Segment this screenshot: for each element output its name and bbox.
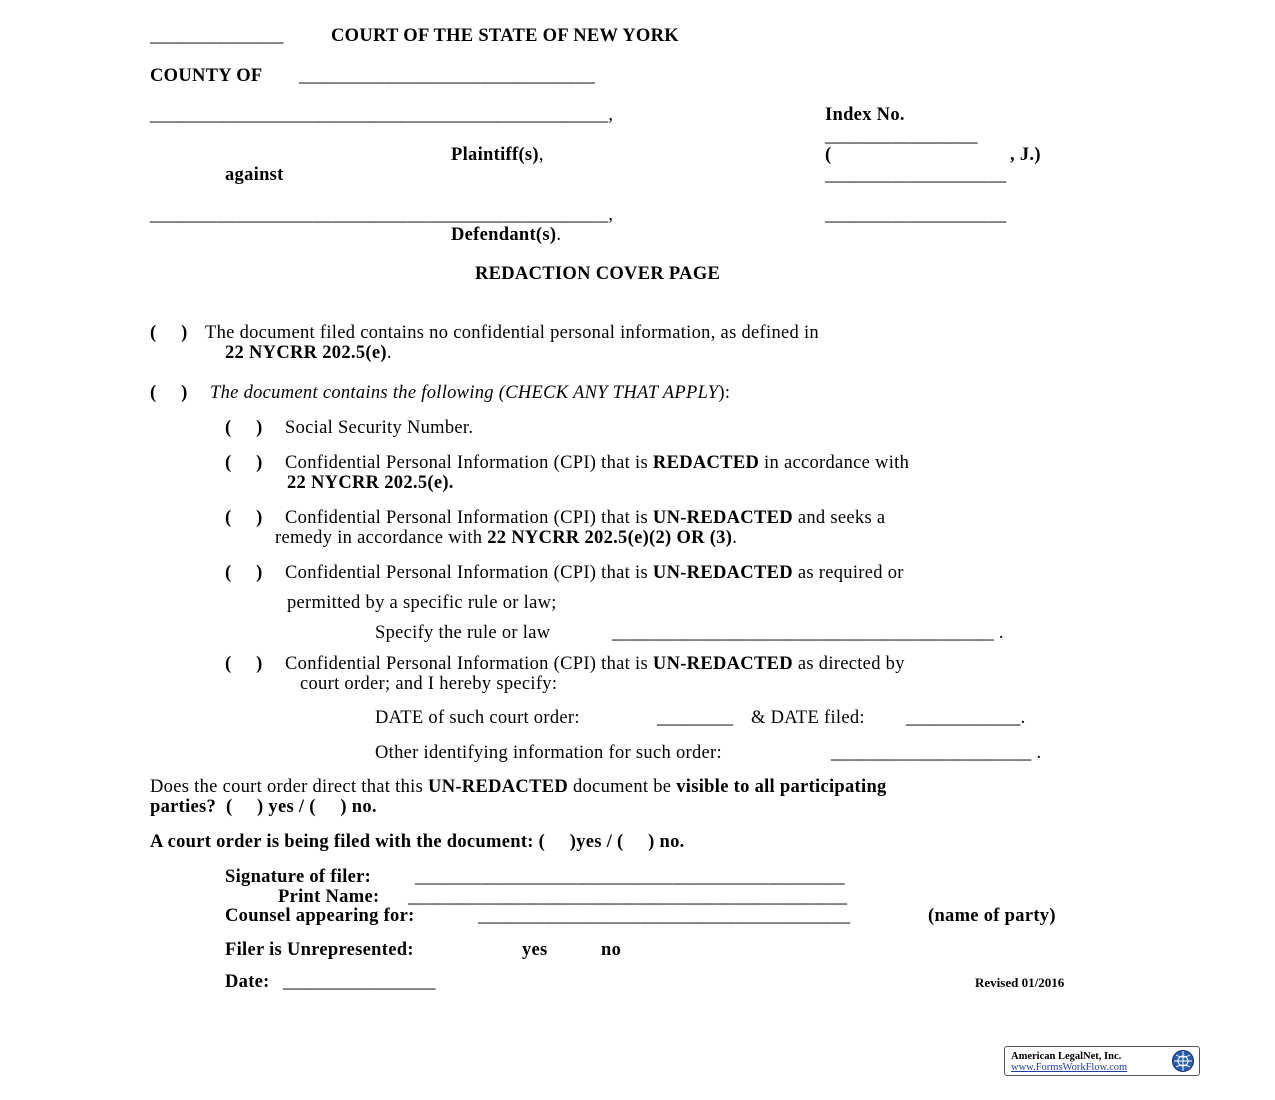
vendor-company: American LegalNet, Inc. bbox=[1011, 1051, 1122, 1062]
unredacted-order-checkbox[interactable]: ( ) bbox=[225, 654, 263, 674]
county-blank[interactable]: _______________________________ bbox=[299, 66, 596, 86]
date-filed-label: & DATE filed: bbox=[751, 708, 865, 728]
counsel-label: Counsel appearing for: bbox=[225, 906, 420, 926]
print-name-blank[interactable]: ______________________________________________ bbox=[408, 887, 848, 907]
signature-label: Signature of filer: bbox=[225, 867, 372, 887]
ssn-checkbox[interactable]: ( ) bbox=[225, 418, 263, 438]
court-name-blank[interactable]: ______________ bbox=[150, 26, 284, 46]
signature-blank[interactable]: _____________________________________________ bbox=[415, 867, 845, 887]
court-order-date-blank[interactable]: ________ bbox=[657, 708, 734, 728]
other-info-blank[interactable]: _____________________ . bbox=[831, 743, 1042, 763]
unredacted-rule-checkbox[interactable]: ( ) bbox=[225, 563, 263, 583]
date-filed-blank[interactable]: ____________. bbox=[906, 708, 1026, 728]
justice-suffix: , J.) bbox=[1010, 145, 1041, 165]
unrepresented-label: Filer is Unrepresented: bbox=[225, 940, 414, 960]
county-label: COUNTY OF bbox=[150, 66, 263, 86]
unredacted-remedy-checkbox[interactable]: ( ) bbox=[225, 508, 263, 528]
index-number-blank[interactable]: ________________ bbox=[825, 126, 978, 146]
court-order-filed-question[interactable]: A court order is being filed with the document: ( )yes / ( ) no. bbox=[150, 832, 685, 852]
redacted-checkbox[interactable]: ( ) bbox=[225, 453, 263, 473]
no-cpi-text: The document filed contains no confidential personal information, as defined in bbox=[205, 323, 819, 343]
visibility-yes-no[interactable]: parties? ( ) yes / ( ) no. bbox=[150, 797, 377, 817]
print-name-label: Print Name: bbox=[278, 887, 380, 907]
contains-text: The document contains the following (CHECK ANY THAT APPLY): bbox=[210, 383, 731, 403]
date-label: Date: bbox=[225, 972, 270, 992]
unredacted-order-text: Confidential Personal Information (CPI) that is UN-REDACTED as directed by bbox=[285, 654, 905, 674]
defendant-name-line[interactable]: ________________________________________________, bbox=[150, 205, 614, 225]
counsel-suffix: (name of party) bbox=[928, 906, 1056, 926]
unredacted-order-line2: court order; and I hereby specify: bbox=[300, 674, 558, 694]
justice-open-paren: ( bbox=[825, 145, 832, 165]
caption-blank-line-2[interactable]: ___________________ bbox=[825, 165, 1007, 185]
plaintiff-label: Plaintiff(s), bbox=[451, 145, 544, 165]
unredacted-rule-text: Confidential Personal Information (CPI) that is UN-REDACTED as required or bbox=[285, 563, 904, 583]
counsel-blank[interactable]: _______________________________________ bbox=[478, 906, 851, 926]
unredacted-remedy-citation: remedy in accordance with 22 NYCRR 202.5(e)(2) OR (3). bbox=[275, 528, 738, 548]
index-number-label: Index No. bbox=[825, 105, 905, 125]
vendor-link[interactable]: www.FormsWorkFlow.com bbox=[1011, 1062, 1128, 1073]
other-info-label: Other identifying information for such order: bbox=[375, 743, 722, 763]
contains-checkbox[interactable]: ( ) bbox=[150, 383, 188, 403]
court-title: COURT OF THE STATE OF NEW YORK bbox=[331, 26, 679, 46]
plaintiff-name-line[interactable]: ________________________________________________, bbox=[150, 105, 614, 125]
unredacted-remedy-text: Confidential Personal Information (CPI) that is UN-REDACTED and seeks a bbox=[285, 508, 886, 528]
unrepresented-yes[interactable]: yes bbox=[522, 940, 548, 960]
date-blank[interactable]: ________________ bbox=[283, 972, 436, 992]
redacted-text: Confidential Personal Information (CPI) that is REDACTED in accordance with bbox=[285, 453, 910, 473]
caption-blank-line-3[interactable]: ___________________ bbox=[825, 205, 1007, 225]
specify-rule-label: Specify the rule or law bbox=[375, 623, 551, 643]
globe-icon bbox=[1171, 1049, 1195, 1073]
revision-note: Revised 01/2016 bbox=[975, 975, 1065, 990]
redacted-citation: 22 NYCRR 202.5(e). bbox=[287, 473, 454, 493]
specify-rule-blank[interactable]: ________________________________________ . bbox=[612, 623, 1004, 643]
vendor-badge[interactable] bbox=[1004, 1046, 1200, 1076]
unredacted-rule-line2: permitted by a specific rule or law; bbox=[287, 593, 557, 613]
ssn-text: Social Security Number. bbox=[285, 418, 474, 438]
no-cpi-checkbox[interactable]: ( ) bbox=[150, 323, 188, 343]
court-order-date-label: DATE of such court order: bbox=[375, 708, 580, 728]
no-cpi-citation: 22 NYCRR 202.5(e). bbox=[225, 343, 392, 363]
unrepresented-no[interactable]: no bbox=[601, 940, 622, 960]
visibility-question: Does the court order direct that this UN-REDACTED document be visible to all participating bbox=[150, 777, 887, 797]
defendant-label: Defendant(s). bbox=[451, 225, 562, 245]
against-label: against bbox=[225, 165, 284, 185]
page-title: REDACTION COVER PAGE bbox=[475, 264, 721, 284]
